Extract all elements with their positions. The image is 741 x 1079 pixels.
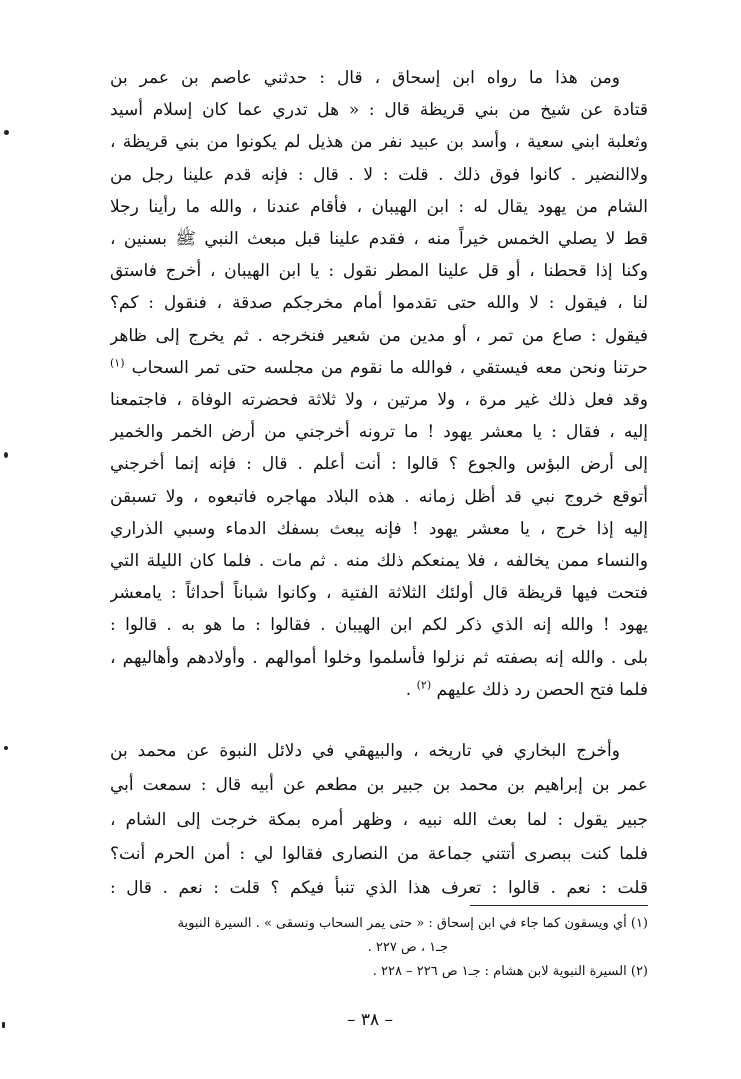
footnote-1-continuation: جـ١ ، ص ٢٢٧ . <box>367 940 448 955</box>
footnote-1: (١) أي ويسقون كما جاء في ابن إسحاق : « حتى يمر السحاب ونسقى » . السيرة النبوية <box>177 916 648 931</box>
text-line: قلت : نعم . قالوا : تعرف هذا الذي تنبأ فيكم ؟ قلت : نعم . قال : <box>110 878 648 899</box>
margin-mark <box>2 1022 5 1028</box>
footnote-ref-1[interactable]: (١) <box>110 356 125 370</box>
margin-mark <box>4 130 9 135</box>
text-line: فتحت فيها قريظة قال أولئك الثلاثة الفتية ، وكانوا شباناً أحداثاً : يامعشر <box>110 583 648 604</box>
margin-mark <box>4 746 8 750</box>
paragraph-ibn-ishaq <box>110 62 648 706</box>
text-line: أتوقع خروج نبي قد أظل زمانه . هذه البلاد مهاجره فاتبعوه ، ولا تسبقن <box>110 486 648 507</box>
footnote-divider <box>470 905 648 906</box>
footnotes <box>110 912 648 984</box>
text-line <box>110 352 648 384</box>
text-line: الشام من يهود يقال له : ابن الهيبان ، فأقام عندنا ، والله ما رأينا رجلا <box>110 196 648 217</box>
text-line: إليه ، فقال : يا معشر يهود ! ما ترونه أخرجني من أرض الخمر والخمير <box>110 422 648 443</box>
text-line: لنا ، فيقول : لا والله حتى تقدموا أمام مخرجكم صدقة ، فنقول : كم؟ <box>110 293 648 314</box>
text-fragment: فلما فتح الحصن رد ذلك عليهم <box>436 679 648 700</box>
footnote-2: (٢) السيرة النبوية لابن هشام : جـ١ ص ٢٢٦ – ٢٢٨ . <box>372 964 648 979</box>
text-line: يهود ! والله إنه الذي ذكر لكم ابن الهيبان . فقالوا : ما هو به . قالوا : <box>110 615 648 636</box>
text-line: ومن هذا ما رواه ابن إسحاق ، قال : حدثني عاصم بن عمر بن <box>110 68 620 88</box>
text-line: ولاالنضير . كانوا فوق ذلك . قلت : لا . قال : فإنه قدم علينا رجل من <box>110 164 648 185</box>
text-line: بلى . والله إنه بصفته ثم نزلوا فأسلموا وخلوا أموالهم . وأولادهم وأهاليهم ، <box>110 647 648 668</box>
text-line: جبير يقول : لما بعث الله نبيه ، وظهر أمره بمكة خرجت إلى الشام ، <box>110 809 648 830</box>
text-line: إلى أرض البؤس والجوع ؟ قالوا : أنت أعلم . قال : فإنه إنما أخرجني <box>110 454 648 475</box>
text-fragment: حرتنا ونحن معه فيستقي ، فوالله ما نقوم من مجلسه حتى تمر السحاب <box>131 357 648 378</box>
margin-mark <box>4 452 8 458</box>
text-line <box>110 674 648 706</box>
text-line: وكنا إذا قحطنا ، أو قل علينا المطر نقول : يا ابن الهيبان ، أخرج فاستق <box>110 261 648 282</box>
text-line: فيقول : صاع من تمر ، أو مدين من شعير فنخرجه . ثم يخرج إلى ظاهر <box>110 325 648 346</box>
page-number: – ٣٨ – <box>346 1010 394 1030</box>
text-line: إليه إذا خرج ، يا معشر يهود ! فإنه يبعث بسفك الدماء وسبي الذراري <box>110 518 648 539</box>
text-line: عمر بن إبراهيم بن محمد بن جبير بن مطعم عن أبيه قال : سمعت أبي <box>110 775 648 796</box>
text-line: والنساء ممن يخالفه ، فلا يمنعكم ذلك منه . ثم مات . فلما كان الليلة التي <box>110 551 648 572</box>
text-line: وقد فعل ذلك غير مرة ، ولا مرتين ، ولا ثلاثة فحضرته الوفاة ، فاجتمعنا <box>110 390 648 411</box>
text-line: قتادة عن شيخ من بني قريظة قال : « هل تدري عما كان إسلام أسيد <box>110 100 648 121</box>
paragraph-bukhari <box>110 734 648 905</box>
footnote-ref-2[interactable]: (٢) <box>416 678 432 692</box>
text-line: وثعلبة ابني سعية ، وأسد بن عبيد نفر من هذيل لم يكونوا من بني قريظة ، <box>110 132 648 153</box>
text-line: وأخرج البخاري في تاريخه ، والبيهقي في دلائل النبوة عن محمد بن <box>110 741 620 761</box>
text-line: قط لا يصلي الخمس خيراً منه ، فقدم علينا قبل مبعث النبي ﷺ بسنين ، <box>110 229 648 250</box>
text-line: فلما كنت ببصرى أتتني جماعة من النصارى فقالوا لي : أمن الحرم أنت؟ <box>110 843 648 864</box>
text-fragment: . <box>405 679 412 700</box>
